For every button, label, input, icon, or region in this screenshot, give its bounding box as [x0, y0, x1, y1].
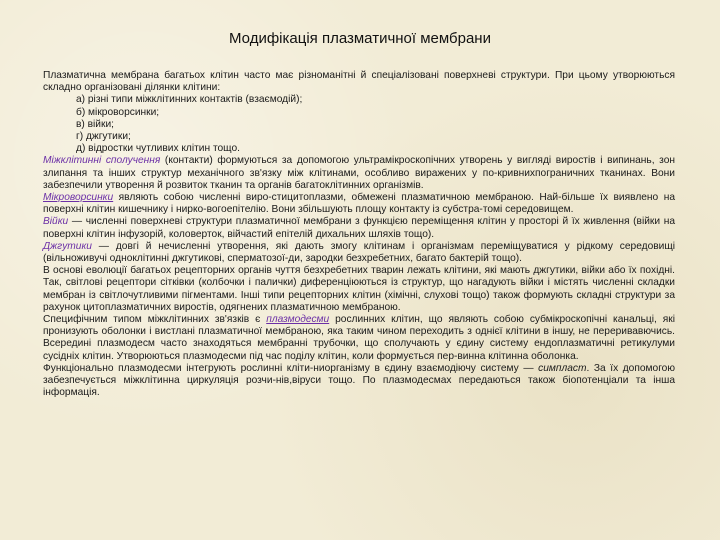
paragraph-contacts	[43, 155, 675, 192]
list-item: д) відростки чутливих клітин тощо.	[76, 143, 240, 155]
paragraph-plasmodesmata	[43, 314, 675, 363]
paragraph-receptors: В основі еволюції багатьох рецепторних органів чуття безхребетних тварин лежать клітини, які мають джгутики, війки або їх похідні. Так, світлові рецептори сітківки (колбочки і палички) диференціюються із структур, що нагадують війки і містять численні складки мембран із світлочутливими пігментами. Інші типи рецепторних клітин (хімічні, слухові тощо) також формують складні структури за рахунок цитоплазматичних виростів, одягнених плазматичною мембраною.	[43, 265, 675, 313]
paragraph-text: . За їх допомогою забезпечується міжклітинна циркуляція розчи-нів,віруси тощо. По плазмодесмах передаються також біопотенціали та інша інформація.	[43, 362, 675, 399]
term-symplast: симпласт	[538, 362, 587, 374]
term-microvilli: Мікроворсинки	[43, 192, 114, 204]
paragraph-text: Специфічним типом міжклітинних зв'язків є	[43, 314, 267, 326]
intro-paragraph: Плазматична мембрана багатьох клітин часто має різноманітні й спеціалізовані поверхневі структури. При цьому утворюються складно організовані ділянки клітини:	[43, 70, 675, 94]
paragraph-symplast	[43, 363, 675, 400]
paragraph-text: являють собою численні виро-стицитоплазми, обмежені плазматичною мембраною. Най-більше їх виявлено на поверхні клітин кишечнику і нирко-вогоепітелію. Вони збільшують площу контакту із субстра-томі середовищем.	[43, 192, 675, 216]
paragraph-text: Функціонально плазмодесми інтегрують рослинні кліти-ниорганізму в єдину взаємодіючу систему —	[43, 362, 539, 374]
content-body	[43, 70, 675, 399]
structures-list	[43, 94, 675, 155]
page-title: Модифікація плазматичної мембрани	[229, 30, 491, 47]
list-item: г) джгутики;	[76, 131, 131, 143]
paragraph-text: — численні поверхневі структури плазматичної мембрани з функцією переміщення клітин у просторі й їх живлення (війки на поверхні клітин інфузорій, коловерток, війчастий епітелій дихальних шляхів тощо).	[43, 216, 675, 240]
list-item: а) різні типи міжклітинних контактів (взаємодій);	[76, 94, 303, 106]
paragraph-microvilli	[43, 192, 675, 216]
paragraph-text: рослинних клітин, що являють собою субмікроскопічні канальці, які пронизують оболонки і вистлані плазматичної мембраною, яка таким чином переходить з однієї клітини в іншу, не переривавючись. Всередині плазмодесм часто знаходяться мембранні трубочки, що сполучають у єдину систему ендоплазматичні ретикулуми сусідніх клітин. Утворюються плазмодесми під час поділу клітин, коли формується пер-винна клітинна оболонка.	[43, 314, 675, 362]
term-plasmodesmata: плазмодесми	[266, 314, 330, 326]
list-item: в) війки;	[76, 118, 114, 130]
term-cilia: Війки	[43, 216, 69, 228]
paragraph-flagella	[43, 241, 675, 265]
list-item: б) мікроворсинки;	[76, 106, 160, 118]
term-flagella: Джгутики	[43, 240, 92, 252]
paragraph-text: — довгі й нечисленні утворення, які дають змогу клітинам і організмам переміщуватися у рідкому середовищі (вільноживучі одноклітинні джгутикові, сперматозої-ди, зародки безхребетних, багато бактерій тощо).	[43, 240, 675, 265]
paragraph-text: (контакти) формуються за допомогою ультрамікроскопічних утворень у вигляді виростів і випинань, зон злипання та інших структур механічного зв'язку між клітинами, особливо виражених у по-кривнихпограничних тканинах. Вони забезпечили утворення й розвиток тканин та органів багатоклітинних організмів.	[43, 155, 675, 191]
term-contacts: Міжклітинні сполучення	[43, 155, 161, 167]
paragraph-cilia	[43, 216, 675, 240]
